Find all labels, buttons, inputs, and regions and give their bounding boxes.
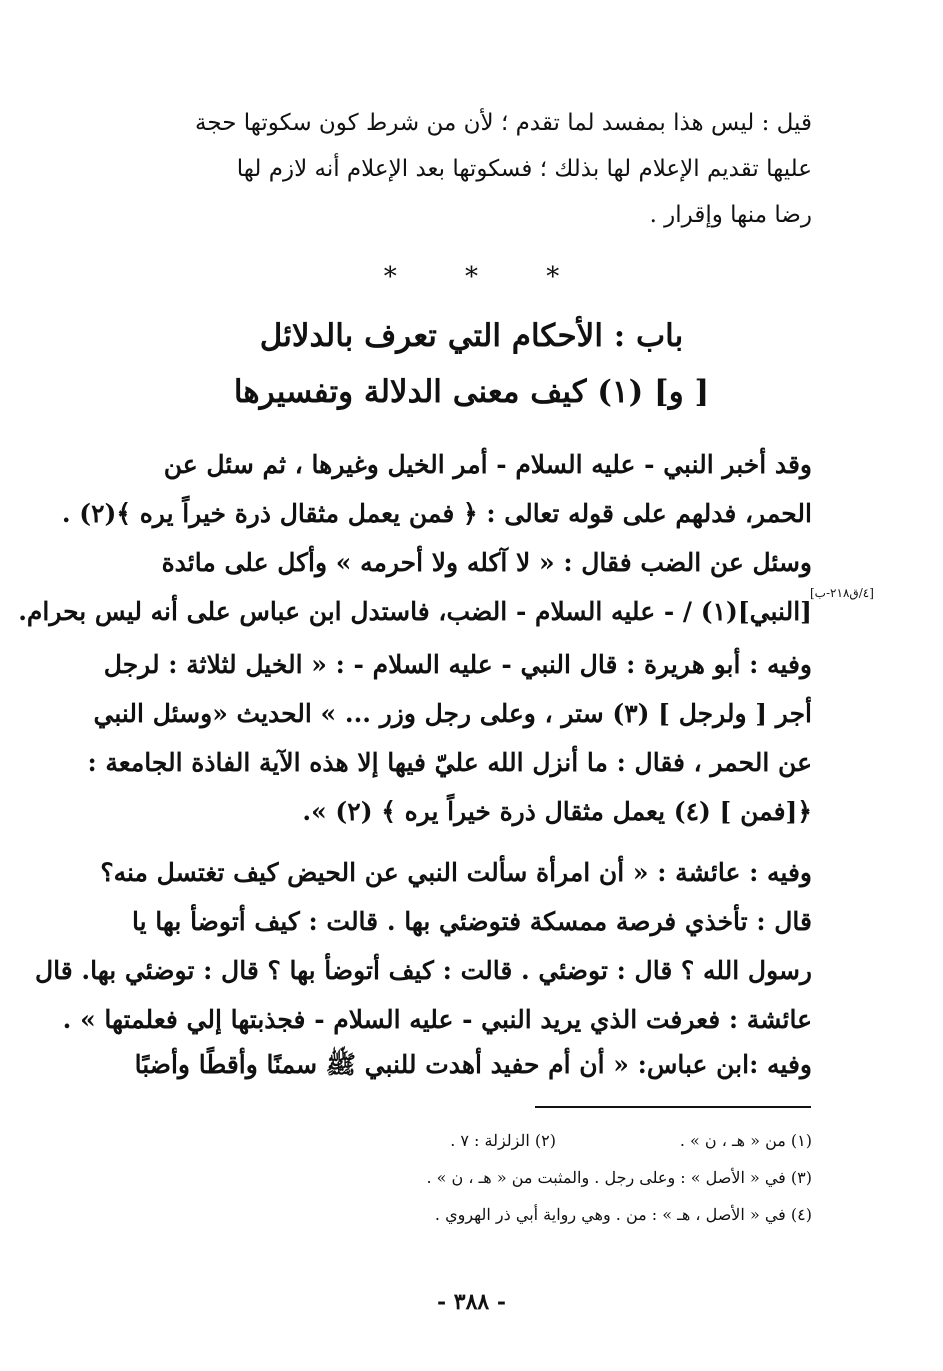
page-number: - ٣٨٨ - [436, 1289, 507, 1315]
text-line: عن الحمر ، فقال : ما أنزل الله عليّ فيها إلا هذه الآية الفاذة الجامعة : [87, 748, 812, 777]
text-line: وفيه : عائشة : « أن امرأة سألت النبي عن الحيض كيف تغتسل منه؟ [100, 858, 812, 887]
text-line: رسول الله ؟ قال : توضئي . قالت : كيف أتوضأ بها ؟ قال : توضئي بها. قال [34, 956, 812, 985]
text-line: وفيه :ابن عباس: « أن أم حفيد أهدت للنبي ﷺ سمنًا وأقطًا وأضبًا [134, 1050, 812, 1079]
paragraph-3 [34, 848, 812, 1044]
text-line: الحمر، فدلهم على قوله تعالى : ﴿ فمن يعمل مثقال ذرة خيراً يره ﴾(٢) . [61, 499, 812, 528]
text-line: ﴿[فمن ] (٤) يعمل مثقال ذرة خيراً يره ﴾ (٢) ». [302, 797, 812, 826]
footnote-row [300, 1196, 812, 1233]
paragraph-2 [87, 640, 812, 836]
paragraph-4 [118, 1040, 812, 1089]
footnote-2: (٢) الزلزلة : ٧ . [450, 1131, 556, 1150]
chapter-title: باب : الأحكام التي تعرف بالدلائل [259, 318, 684, 354]
text-line: عائشة : فعرفت الذي يريد النبي - عليه السلام - فجذبتها إلي فعلمتها » . [62, 1005, 812, 1034]
text-line: قال : تأخذي فرصة ممسكة فتوضئي بها . قالت : كيف أتوضأ بها يا [131, 907, 812, 936]
footnote-3: (٣) في « الأصل » : وعلى رجل . والمثبت من « هـ ، ن » . [426, 1168, 812, 1187]
asterisk-icon: * [383, 262, 397, 292]
footnotes [300, 1122, 812, 1233]
footnote-row [300, 1122, 812, 1159]
intro-line: عليها تقديم الإعلام لها بذلك ؛ فسكوتها بعد الإعلام أنه لازم لها [236, 156, 812, 182]
text-line: وقد أخبر النبي - عليه السلام - أمر الخيل وغيرها ، ثم سئل عن [163, 450, 812, 479]
text-line: [النبي](١) / - عليه السلام - الضب، فاستدل ابن عباس على أنه ليس بحرام. [18, 597, 812, 626]
asterisk-icon: * [546, 262, 560, 292]
asterisk-icon: * [465, 262, 478, 292]
text-line: وسئل عن الضب فقال : « لا آكله ولا أحرمه » وأكل على مائدة [161, 548, 812, 577]
footnote-4: (٤) في « الأصل ، هـ » : من . وهي رواية أبي ذر الهروي . [434, 1205, 812, 1224]
paragraph-1 [18, 440, 812, 636]
text-line: أجر [ ولرجل ] (٣) ستر ، وعلى رجل وزر ... » الحديث «وسئل النبي [93, 699, 812, 728]
footnote-1: (١) من « هـ ، ن » . [679, 1131, 812, 1150]
intro-paragraph [118, 100, 812, 238]
text-line: وفيه : أبو هريرة : قال النبي - عليه السلام - : « الخيل لثلاثة : لرجل [103, 650, 812, 679]
chapter-subtitle: [ و] (١) كيف معنى الدلالة وتفسيرها [233, 374, 710, 410]
intro-line: رضا منها وإقرار . [649, 202, 812, 228]
section-separator [0, 262, 943, 292]
footnote-row [300, 1159, 812, 1196]
manuscript-folio-note: [٤/ق٢١٨-ب] [810, 586, 874, 600]
intro-line: قيل : ليس هذا بمفسد لما تقدم ؛ لأن من شرط كون سكوتها حجة [195, 110, 812, 136]
footnote-divider [535, 1106, 811, 1108]
